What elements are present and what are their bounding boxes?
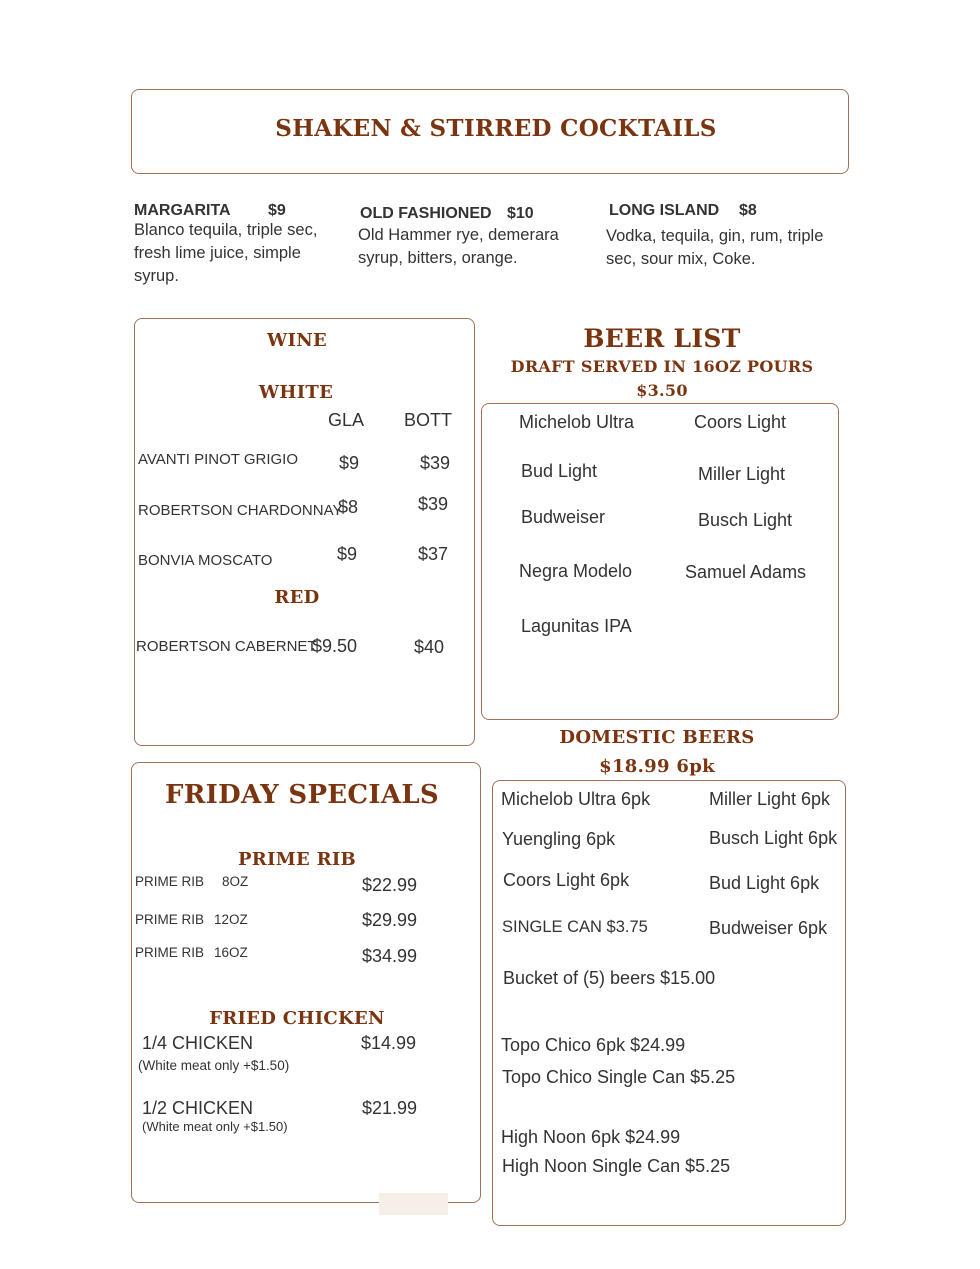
draft-beer-item: Budweiser bbox=[521, 507, 606, 527]
draft-beer-item: Negra Modelo bbox=[519, 561, 633, 581]
draft-beer-item: Bud Light bbox=[521, 461, 598, 481]
wine-name: AVANTI PINOT GRIGIO bbox=[138, 451, 299, 468]
wine-name: BONVIA MOSCATO bbox=[138, 552, 273, 569]
wine-col-bottle: BOTT bbox=[404, 410, 452, 430]
topo-chico-6pk: Topo Chico 6pk $24.99 bbox=[501, 1035, 686, 1055]
cocktails-title: SHAKEN & STIRRED COCKTAILS bbox=[275, 115, 717, 142]
prime-rib-item-name: PRIME RIB bbox=[135, 874, 205, 889]
chicken-item-note: (White meat only +$1.50) bbox=[138, 1058, 290, 1073]
high-noon-single: High Noon Single Can $5.25 bbox=[502, 1156, 731, 1176]
draft-beer-item: Busch Light bbox=[698, 510, 793, 530]
prime-rib-item-price: $34.99 bbox=[362, 946, 418, 966]
draft-beer-item: Michelob Ultra bbox=[519, 412, 635, 432]
domestic-single-can: SINGLE CAN $3.75 bbox=[502, 918, 648, 936]
cocktail-name-long-island: LONG ISLAND bbox=[609, 202, 720, 219]
wine-white-title: WHITE bbox=[258, 382, 334, 403]
wine-glass-price: $9 bbox=[339, 453, 360, 473]
domestic-beer-item: Yuengling 6pk bbox=[502, 829, 616, 849]
topo-chico-single: Topo Chico Single Can $5.25 bbox=[502, 1067, 736, 1087]
wine-glass-price: $8 bbox=[338, 497, 359, 517]
cocktail-desc-old-fashioned: Old Hammer rye, demerara syrup, bitters, orange. bbox=[358, 226, 559, 267]
wine-name: ROBERTSON CHARDONNAY bbox=[138, 502, 343, 519]
high-noon-6pk: High Noon 6pk $24.99 bbox=[501, 1127, 681, 1147]
wine-red-title: RED bbox=[274, 587, 320, 608]
wine-glass-price: $9 bbox=[337, 544, 358, 564]
cocktail-name-old-fashioned: OLD FASHIONED bbox=[360, 205, 492, 222]
beer-title: BEER LIST bbox=[583, 324, 741, 353]
wine-bottle-price: $39 bbox=[418, 494, 449, 514]
beer-subtitle: DRAFT SERVED IN 16OZ POURS bbox=[510, 357, 814, 376]
draft-beer-item: Coors Light bbox=[694, 412, 787, 432]
domestic-beer-item: Coors Light 6pk bbox=[503, 870, 630, 890]
wine-bottle-price: $37 bbox=[418, 544, 449, 564]
domestic-beer-item: Michelob Ultra 6pk bbox=[501, 789, 651, 809]
wine-bottle-price: $40 bbox=[414, 637, 445, 657]
cocktail-price-old-fashioned: $10 bbox=[507, 205, 534, 222]
domestic-beer-item: Miller Light 6pk bbox=[709, 789, 831, 809]
domestic-beer-item: Budweiser 6pk bbox=[709, 918, 828, 938]
wine-glass-price: $9.50 bbox=[312, 636, 358, 656]
prime-rib-item-size: 12OZ bbox=[214, 912, 248, 927]
wine-bottle-price: $39 bbox=[420, 453, 451, 473]
prime-rib-title: PRIME RIB bbox=[237, 849, 357, 870]
beer-draft-price: $3.50 bbox=[636, 381, 688, 400]
domestic-title: DOMESTIC BEERS bbox=[559, 727, 755, 748]
chicken-item-note: (White meat only +$1.50) bbox=[142, 1119, 288, 1134]
domestic-price: $18.99 6pk bbox=[599, 756, 715, 777]
chicken-item-price: $14.99 bbox=[361, 1033, 417, 1053]
prime-rib-item-name: PRIME RIB bbox=[135, 912, 205, 927]
cocktail-price-margarita: $9 bbox=[268, 202, 286, 219]
chicken-item-price: $21.99 bbox=[362, 1098, 418, 1118]
cocktail-desc-margarita: Blanco tequila, triple sec, fresh lime juice, simple syrup. bbox=[134, 221, 318, 285]
wine-name: ROBERTSON CABERNET bbox=[136, 638, 317, 655]
domestic-beer-item: Bud Light 6pk bbox=[709, 873, 820, 893]
decorative-tab bbox=[379, 1193, 448, 1215]
domestic-beer-item: Busch Light 6pk bbox=[709, 828, 838, 848]
cocktail-price-long-island: $8 bbox=[739, 202, 757, 219]
cocktail-desc-long-island: Vodka, tequila, gin, rum, triple sec, sour mix, Coke. bbox=[606, 227, 824, 268]
fried-chicken-title: FRIED CHICKEN bbox=[209, 1008, 385, 1029]
draft-beer-item: Miller Light bbox=[698, 464, 786, 484]
prime-rib-item-size: 16OZ bbox=[214, 945, 248, 960]
domestic-bucket: Bucket of (5) beers $15.00 bbox=[503, 968, 716, 988]
prime-rib-item-price: $29.99 bbox=[362, 910, 418, 930]
wine-col-glass: GLA bbox=[328, 410, 365, 430]
prime-rib-item-name: PRIME RIB bbox=[135, 945, 205, 960]
wine-title: WINE bbox=[266, 330, 328, 351]
chicken-item-name: 1/4 CHICKEN bbox=[142, 1033, 254, 1053]
prime-rib-item-price: $22.99 bbox=[362, 875, 418, 895]
draft-beer-item: Lagunitas IPA bbox=[521, 616, 632, 636]
draft-beer-item: Samuel Adams bbox=[685, 562, 807, 582]
chicken-item-name: 1/2 CHICKEN bbox=[142, 1098, 254, 1118]
cocktail-name-margarita: MARGARITA bbox=[134, 202, 231, 219]
specials-title: FRIDAY SPECIALS bbox=[165, 780, 439, 810]
prime-rib-item-size: 8OZ bbox=[222, 874, 249, 889]
specials-box bbox=[131, 762, 481, 1203]
